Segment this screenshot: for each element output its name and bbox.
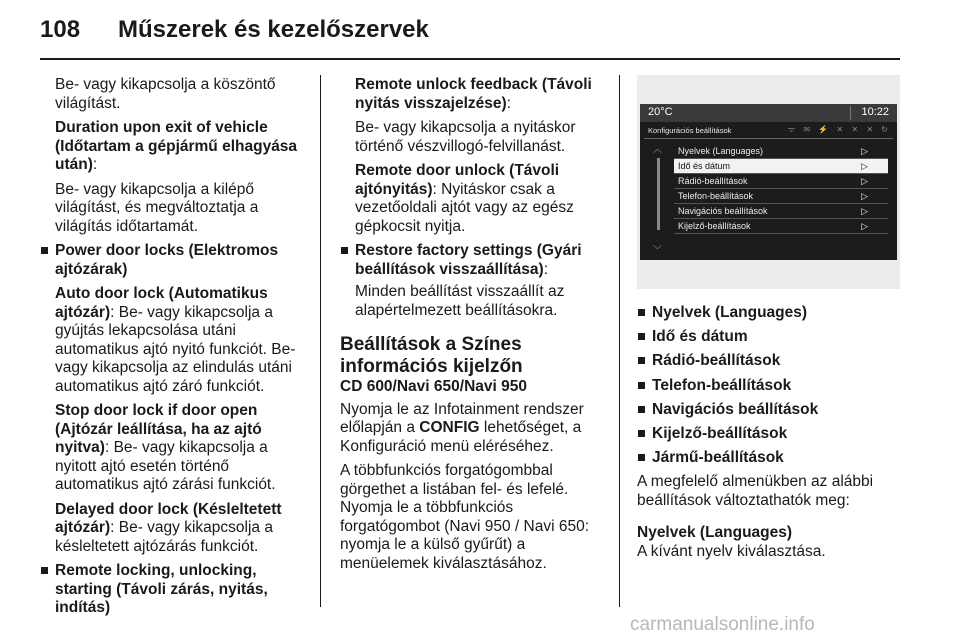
bullet-item: Kijelző-beállítások xyxy=(637,425,900,444)
column-3 xyxy=(637,304,900,567)
bullet-square-icon xyxy=(638,309,645,316)
bullet-square-icon xyxy=(638,406,645,413)
model-heading: CD 600/Navi 650/Navi 950 xyxy=(340,378,527,395)
config-menu xyxy=(674,144,888,234)
paragraph: Minden beállítást visszaállít az alapértelmezett beállításokra. xyxy=(355,283,565,319)
bullet-square-icon xyxy=(638,454,645,461)
bullet-square-icon xyxy=(638,382,645,389)
menu-item-languages[interactable]: Nyelvek (Languages) ▷ xyxy=(674,144,888,159)
setting-title: Stop door lock if door open (Ajtózár leállítása, ha az ajtó nyitva) xyxy=(55,402,262,456)
paragraph: Remote unlock feedback (Távoli nyitás visszajelzése): xyxy=(355,76,592,112)
paragraph: Nyomja le az Infotainment rendszer előlapján a CONFIG lehetőséget, a Konfiguráció menü eléréséhez. xyxy=(340,400,584,455)
bullet-square-icon xyxy=(41,567,48,574)
status-bar xyxy=(640,104,897,122)
bullet-item: Navigációs beállítások xyxy=(637,401,900,420)
bullet-item: Telefon-beállítások xyxy=(637,377,900,396)
bullet-square-icon xyxy=(41,247,48,254)
paragraph: Be- vagy kikapcsolja a nyitáskor történő vészvillogó-felvillanást. xyxy=(355,119,576,155)
config-key: CONFIG xyxy=(419,419,480,436)
bullet-square-icon xyxy=(638,430,645,437)
paragraph: Auto door lock (Automatikus ajtózár): Be- vagy kikapcsolja a gyújtás lekapcsolása utáni automatikus ajtó nyitó funkciót. Be- vagy kikapcsolja az elindulás utáni automatikus ajtó záró funkciót. xyxy=(55,285,296,395)
paragraph: Delayed door lock (Késleltetett ajtózár): Be- vagy kikapcsolja a késleltetett ajtózárás funkciót. xyxy=(55,500,282,555)
watermark: carmanualsonline.info xyxy=(630,614,815,635)
page-header xyxy=(0,0,960,58)
config-menu-screenshot xyxy=(637,75,900,289)
menu-item-phone[interactable]: Telefon-beállítások ▷ xyxy=(674,189,888,204)
paragraph: A megfelelő almenükben az alábbi beállítások változtathatók meg: xyxy=(637,473,874,509)
bullet-square-icon xyxy=(341,247,348,254)
setting-title: Remote door unlock (Távoli ajtónyitás) xyxy=(355,162,560,198)
header-rule xyxy=(40,58,900,60)
bullet-item: Rádió-beállítások xyxy=(637,352,900,371)
section-heading: Beállítások a Színes információs kijelzőn xyxy=(340,334,523,377)
setting-title: Remote unlock feedback (Távoli nyitás visszajelzése) xyxy=(355,76,592,112)
bullet-item: Restore factory settings (Gyári beállítások visszaállítása): xyxy=(340,242,608,279)
chevron-right-icon: ▷ xyxy=(861,191,868,201)
paragraph: A kívánt nyelv kiválasztása. xyxy=(637,542,826,560)
bullet-square-icon xyxy=(638,333,645,340)
display-screen xyxy=(640,104,897,260)
column-divider-2 xyxy=(619,75,620,607)
menu-item-radio[interactable]: Rádió-beállítások ▷ xyxy=(674,174,888,189)
paragraph: Be- vagy kikapcsolja a kilépő világítást, és megváltoztatja a világítás időtartamát. xyxy=(55,180,259,235)
setting-title: Nyelvek (Languages) xyxy=(637,524,793,542)
column-2 xyxy=(340,76,608,579)
bullet-item: Jármű-beállítások xyxy=(637,449,900,468)
chevron-right-icon: ▷ xyxy=(861,161,868,171)
paragraph: Duration upon exit of vehicle (Időtartam a gépjármű elhagyása után): xyxy=(55,119,298,173)
chevron-right-icon: ▷ xyxy=(861,146,868,156)
chevron-right-icon: ▷ xyxy=(861,221,868,231)
paragraph: Stop door lock if door open (Ajtózár leállítása, ha az ajtó nyitva): Be- vagy kikapcsolja a nyitott ajtó esetén történő automatikus ajtó zárási funkciót. xyxy=(55,402,276,493)
setting-title: Delayed door lock (Késleltetett ajtózár) xyxy=(55,500,282,536)
bullet-item: Idő és dátum xyxy=(637,328,900,347)
bullet-item: Nyelvek (Languages) xyxy=(637,304,900,323)
column-1 xyxy=(40,76,308,624)
menu-item-display[interactable]: Kijelző-beállítások ▷ xyxy=(674,219,888,234)
paragraph: Remote door unlock (Távoli ajtónyitás): Nyitáskor csak a vezetőoldali ajtót vagy az egész gépkocsit nyitja. xyxy=(355,162,574,235)
paragraph: A többfunkciós forgatógombbal görgethet a listában fel- és lefelé. Nyomja le a többfunkciós forgatógombot (Navi 950 / Navi 650: nyomja le a külső gyűrűt) a menüelemek kiválasztásához. xyxy=(340,462,589,572)
status-icons: ᯤ ✉ ⚡ ✕ ✕ ✕ ↻ xyxy=(787,125,891,134)
setting-title: Auto door lock (Automatikus ajtózár) xyxy=(55,285,268,321)
bullet-item: Power door locks (Elektromos ajtózárak) xyxy=(40,242,308,279)
screen-title: Konfigurációs beállítások xyxy=(648,126,732,135)
bullet-square-icon xyxy=(638,357,645,364)
column-divider-1 xyxy=(320,75,321,607)
setting-title: Duration upon exit of vehicle (Időtartam a gépjármű elhagyása után) xyxy=(55,119,298,173)
bullet-item: Remote locking, unlocking, starting (Távoli zárás, nyitás, indítás) xyxy=(40,562,308,618)
page-number: 108 xyxy=(40,16,81,43)
menu-item-navigation[interactable]: Navigációs beállítások ▷ xyxy=(674,204,888,219)
temperature: 20°C xyxy=(648,106,673,118)
clock: 10:22 xyxy=(861,106,889,118)
page-title: Műszerek és kezelőszervek xyxy=(118,16,429,43)
chevron-right-icon: ▷ xyxy=(861,206,868,216)
chevron-up-icon[interactable]: ︿ xyxy=(653,144,663,154)
paragraph: Be- vagy kikapcsolja a köszöntő világítást. xyxy=(55,76,276,112)
chevron-right-icon: ▷ xyxy=(861,176,868,186)
menu-item-time-date[interactable]: Idő és dátum ▷ xyxy=(674,159,888,174)
scrollbar[interactable] xyxy=(650,144,668,255)
chevron-down-icon[interactable]: ﹀ xyxy=(653,245,663,255)
